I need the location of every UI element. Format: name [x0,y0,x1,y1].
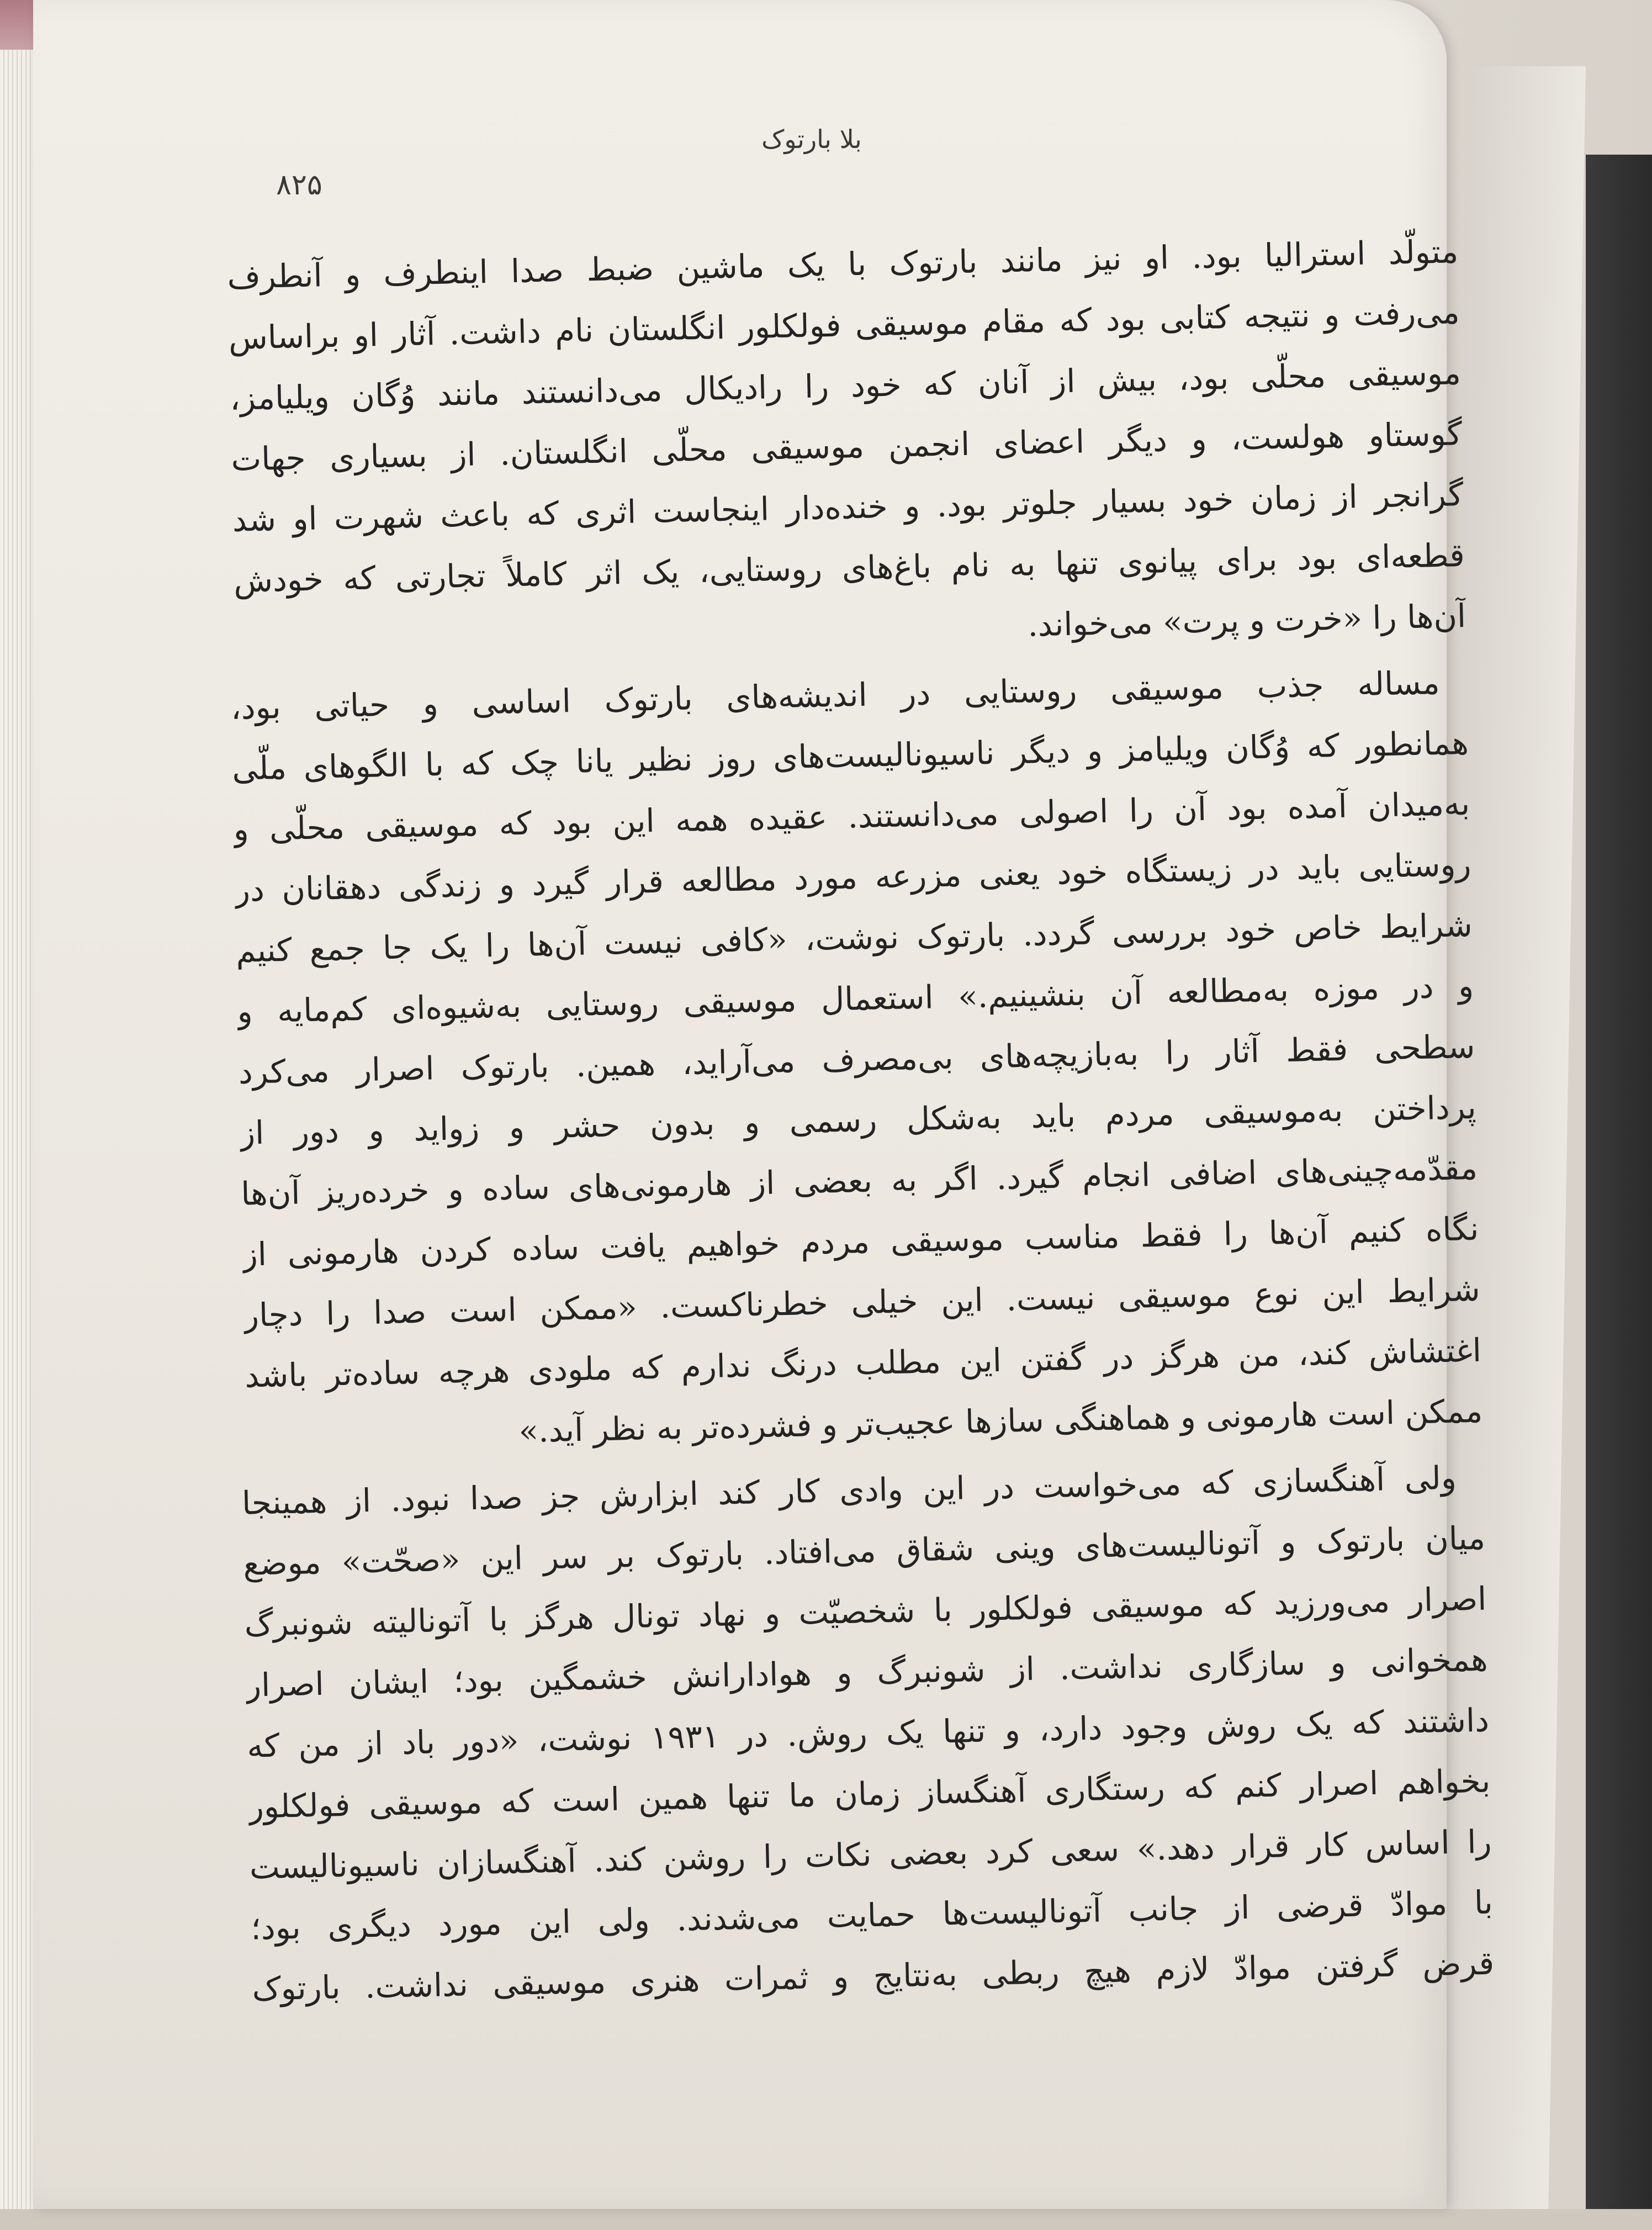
text-line: متولّد استرالیا بود. او نیز مانند بارتوک با یک ماشین ضبط صدا اینطرف و آنطرف [226,232,1459,296]
text-line: موسیقی محلّی بود، بیش از آنان که خود را رادیکال می‌دانستند مانند وُگان ویلیامز، [229,354,1462,418]
text-line: با موادّ قرضی از جانب آتونالیست‌ها حمایت می‌شدند. ولی این مورد دیگری بود؛ [250,1883,1494,1947]
text-line: میان بارتوک و آتونالیست‌های وینی شقاق می‌افتاد. بارتوک بر سر این «صحّت» موضع [242,1519,1486,1583]
text-line: پرداختن به‌موسیقی مردم باید به‌شکل رسمی و بدون حشر و زواید و دور از [239,1088,1477,1152]
running-header: بلا بارتوک [761,124,862,154]
text-line: سطحی فقط آثار را به‌بازیچه‌های بی‌مصرف می‌آراید، همین. بارتوک اصرار می‌کرد [238,1027,1476,1091]
text-line: و در موزه به‌مطالعه آن بنشینیم.» استعمال موسیقی روستایی به‌شیوه‌ای کم‌مایه و [236,966,1474,1031]
text-line: بخواهم اصرار کنم که رستگاری آهنگساز زمان ما تنها همین است که موسیقی فولکلور [247,1762,1491,1826]
text-line: قرض گرفتن موادّ لازم هیچ ربطی به‌نتایج و ثمرات هنری موسیقی نداشت. بارتوک [251,1944,1495,2008]
text-line: ولی آهنگسازی که می‌خواست در این وادی کار کند ابزارش جز صدا نبود. از همینجا [241,1459,1457,1522]
text-line: داشتند که یک روش وجود دارد، و تنها یک روش. در ۱۹۳۱ نوشت، «دور باد از من که [246,1701,1490,1765]
text-line: به‌میدان آمده بود آن را اصولی می‌دانستند. عقیده همه این بود که موسیقی محلّی و [232,784,1470,848]
text-line: گرانجر از زمان خود بسیار جلوتر بود. و خنده‌دار اینجاست اثری که باعث شهرت او شد [232,475,1464,539]
body-text [166,221,1505,2230]
text-line: مساله جذب موسیقی روستایی در اندیشه‌های بارتوک اساسی و حیاتی بود، [230,664,1441,727]
text-line: اصرار می‌ورزید که موسیقی فولکلور با شخصیّت و نهاد تونال هرگز با آتونالیته شونبرگ [244,1579,1487,1644]
text-line: گوستاو هولست، و دیگر اعضای انجمن موسیقی محلّی انگلستان. از بسیاری جهات [230,415,1463,478]
text-line: روستایی باید در زیستگاه خود یعنی مزرعه مورد مطالعه قرار گیرد و زندگی دهقانان در [234,845,1472,909]
text-line: شرایط این نوع موسیقی نیست. این خیلی خطرناکست. «ممکن است صدا را دچار [243,1270,1481,1334]
text-line: می‌رفت و نتیجه کتابی بود که مقام موسیقی فولکلور انگلستان نام داشت. آثار او براساس [228,293,1460,357]
text-line: اغتشاش کند، من هرگز در گفتن این مطلب درنگ ندارم که ملودی هرچه ساده‌تر باشد [244,1331,1482,1395]
page-number: ۸۲۵ [276,168,322,202]
text-line: ممکن است هارمونی و هماهنگی سازها عجیب‌تر و فشرده‌تر به نظر آید.» [518,1392,1483,1450]
dark-background-object [1586,155,1652,2209]
text-line: را اساس کار قرار دهد.» سعی کرد بعضی نکات را روشن کند. آهنگسازان ناسیونالیست [249,1822,1492,1886]
text-line: همخوانی و سازگاری نداشت. از شونبرگ و هوادارانش خشمگین بود؛ ایشان اصرار [245,1640,1489,1704]
text-line: قطعه‌ای بود برای پیانوی تنها به نام باغ‌های روستایی، یک اثر کاملاً تجارتی که خودش [233,536,1465,600]
text-line: آن‌ها را «خرت و پرت» می‌خواند. [1027,597,1466,644]
text-line: همانطور که وُگان ویلیامز و دیگر ناسیونالیست‌های روز نظیر یانا چک که با الگوهای ملّی [231,724,1469,788]
text-line: شرایط خاص خود بررسی گردد. بارتوک نوشت، «کافی نیست آن‌ها را یک جا جمع کنیم [235,906,1473,970]
text-line: نگاه کنیم آن‌ها را فقط مناسب موسیقی مردم خواهیم یافت ساده کردن هارمونی از [242,1209,1479,1273]
text-line: مقدّمه‌چینی‌های اضافی انجام گیرد. اگر به بعضی از هارمونی‌های ساده و خرده‌ریز آن‌ها [240,1149,1478,1213]
